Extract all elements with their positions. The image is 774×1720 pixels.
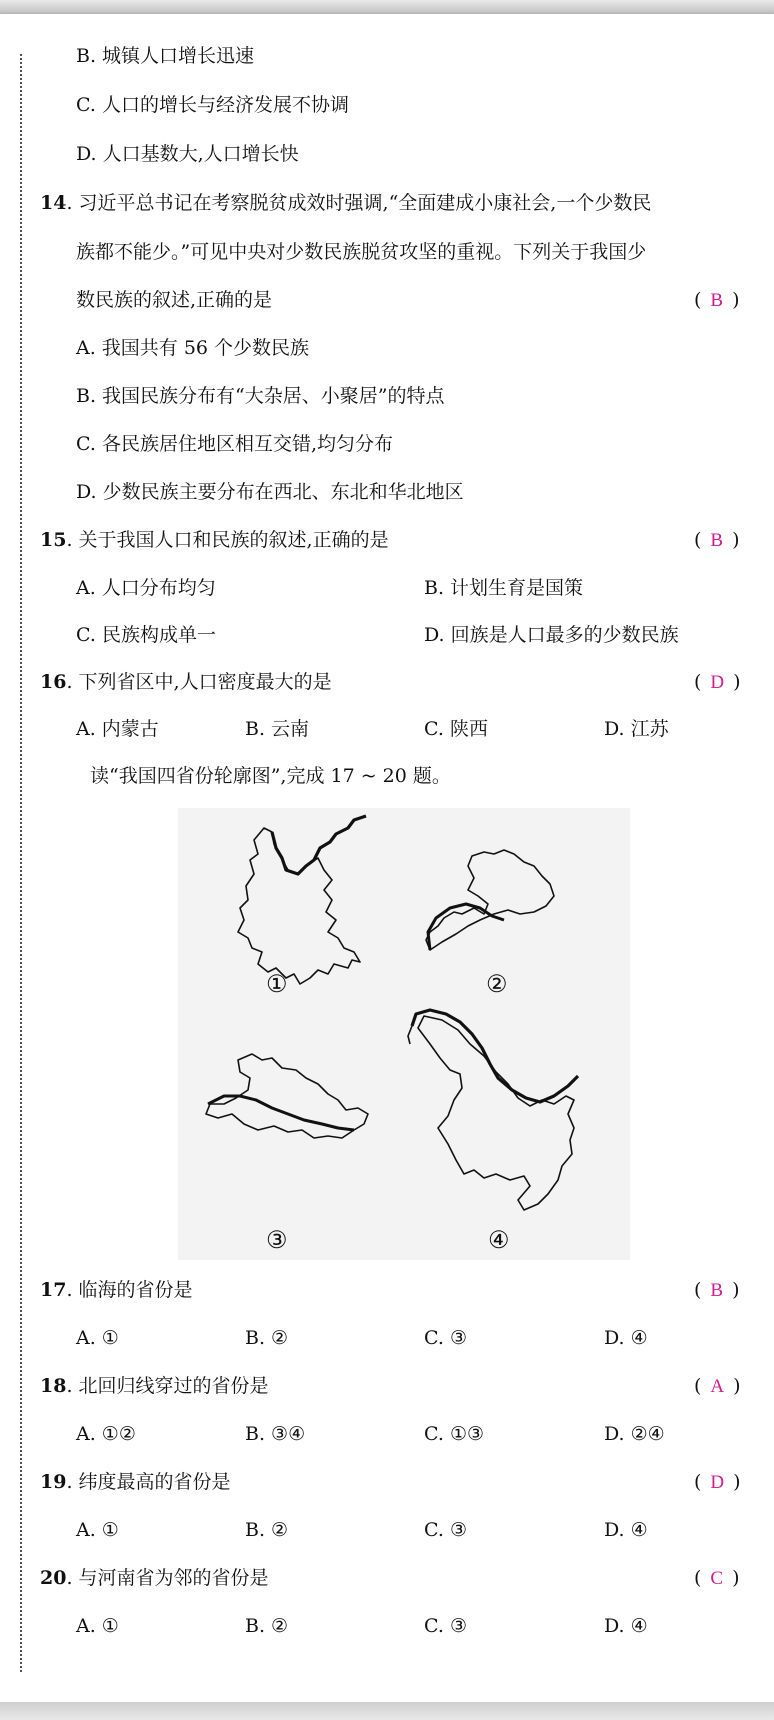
q17-option-a: A. ① — [76, 1327, 119, 1349]
q16-option-a: A. 内蒙古 — [76, 718, 159, 740]
q18-option-a: A. ①② — [76, 1423, 136, 1445]
q17-number: 17 — [40, 1279, 67, 1301]
q13-option-d: D. 人口基数大,人口增长快 — [76, 143, 299, 165]
q20-answer: C — [710, 1568, 724, 1589]
q19-number: 19 — [40, 1471, 67, 1493]
q14-number: 14 — [40, 192, 67, 214]
q17-answer-bracket: ( B ) — [694, 1279, 740, 1301]
q14-option-c: C. 各民族居住地区相互交错,均匀分布 — [76, 433, 393, 455]
q15-answer: B — [710, 530, 724, 551]
q14-stem-line-3: 数民族的叙述,正确的是 — [76, 289, 273, 311]
q14-text-1: . 习近平总书记在考察脱贫成效时强调,“全面建成小康社会,一个少数民 — [66, 192, 652, 214]
q18-answer-bracket: ( A ) — [694, 1375, 741, 1397]
q16-answer: D — [710, 672, 725, 693]
q14-stem-line-2: 族都不能少。”可见中央对少数民族脱贫攻坚的重视。下列关于我国少 — [76, 241, 647, 263]
q17-option-d: D. ④ — [604, 1327, 648, 1349]
q19-option-b: B. ② — [245, 1519, 289, 1541]
q17-option-b: B. ② — [245, 1327, 289, 1349]
q19-answer: D — [710, 1472, 725, 1493]
q20-option-b: B. ② — [245, 1615, 289, 1637]
q15-number: 15 — [40, 529, 67, 551]
province-outlines — [178, 808, 630, 1260]
figure-intro: 读“我国四省份轮廓图”,完成 17 ~ 20 题。 — [90, 765, 451, 787]
outline-label-2: ② — [486, 970, 508, 998]
outline-label-1: ① — [266, 970, 288, 998]
q18-number: 18 — [40, 1375, 67, 1397]
q18-text: . 北回归线穿过的省份是 — [66, 1375, 269, 1397]
q14-answer: B — [710, 290, 724, 311]
q18-option-d: D. ②④ — [604, 1423, 665, 1445]
q15-option-a: A. 人口分布均匀 — [76, 577, 216, 599]
q18-option-c: C. ①③ — [424, 1423, 485, 1445]
q18-option-b: B. ③④ — [245, 1423, 306, 1445]
q16-option-d: D. 江苏 — [604, 718, 669, 740]
q16-option-b: B. 云南 — [245, 718, 310, 740]
bottom-page-edge — [0, 1702, 774, 1720]
q14-option-b: B. 我国民族分布有“大杂居、小聚居”的特点 — [76, 385, 445, 407]
province-outline-1 — [238, 828, 360, 984]
q20-option-c: C. ③ — [424, 1615, 467, 1637]
q20-text: . 与河南省为邻的省份是 — [66, 1567, 269, 1589]
province-outline-figure — [178, 808, 630, 1260]
binding-dotted-line — [20, 54, 22, 1672]
top-page-edge — [0, 0, 774, 14]
q20-answer-bracket: ( C ) — [694, 1567, 740, 1589]
q17-option-c: C. ③ — [424, 1327, 467, 1349]
q20-option-a: A. ① — [76, 1615, 119, 1637]
q19-option-a: A. ① — [76, 1519, 119, 1541]
q15-answer-bracket: ( B ) — [694, 529, 740, 551]
q19-option-d: D. ④ — [604, 1519, 648, 1541]
q15-option-b: B. 计划生育是国策 — [424, 577, 584, 599]
province-outline-4 — [418, 1016, 574, 1210]
q14-answer-bracket: ( B ) — [694, 289, 740, 311]
q18-answer: A — [710, 1376, 725, 1397]
q13-option-b: B. 城镇人口增长迅速 — [76, 45, 255, 67]
q16-text: . 下列省区中,人口密度最大的是 — [66, 671, 332, 693]
outline-label-3: ③ — [266, 1226, 288, 1254]
q20-stem — [40, 1564, 269, 1592]
q19-option-c: C. ③ — [424, 1519, 467, 1541]
q15-text: . 关于我国人口和民族的叙述,正确的是 — [66, 529, 389, 551]
q20-option-d: D. ④ — [604, 1615, 648, 1637]
province-outline-2 — [426, 850, 554, 950]
q16-answer-bracket: ( D ) — [694, 671, 741, 693]
q14-stem-line-1 — [40, 189, 651, 217]
q16-number: 16 — [40, 671, 67, 693]
province-outline-4-border — [412, 1010, 578, 1102]
q16-option-c: C. 陕西 — [424, 718, 488, 740]
q19-stem — [40, 1468, 231, 1496]
q17-stem — [40, 1276, 193, 1304]
province-outline-4-cape — [408, 1026, 412, 1044]
outline-label-4: ④ — [488, 1226, 510, 1254]
province-outline-1-border — [272, 816, 366, 874]
q15-stem — [40, 526, 389, 554]
q19-text: . 纬度最高的省份是 — [66, 1471, 231, 1493]
q15-option-c: C. 民族构成单一 — [76, 624, 216, 646]
q13-option-c: C. 人口的增长与经济发展不协调 — [76, 94, 349, 116]
q17-answer: B — [710, 1280, 724, 1301]
q17-text: . 临海的省份是 — [66, 1279, 193, 1301]
q19-answer-bracket: ( D ) — [694, 1471, 741, 1493]
q20-number: 20 — [40, 1567, 67, 1589]
q15-option-d: D. 回族是人口最多的少数民族 — [424, 624, 679, 646]
q14-option-a: A. 我国共有 56 个少数民族 — [76, 337, 310, 359]
q18-stem — [40, 1372, 269, 1400]
q16-stem — [40, 668, 332, 696]
q14-option-d: D. 少数民族主要分布在西北、东北和华北地区 — [76, 481, 464, 503]
